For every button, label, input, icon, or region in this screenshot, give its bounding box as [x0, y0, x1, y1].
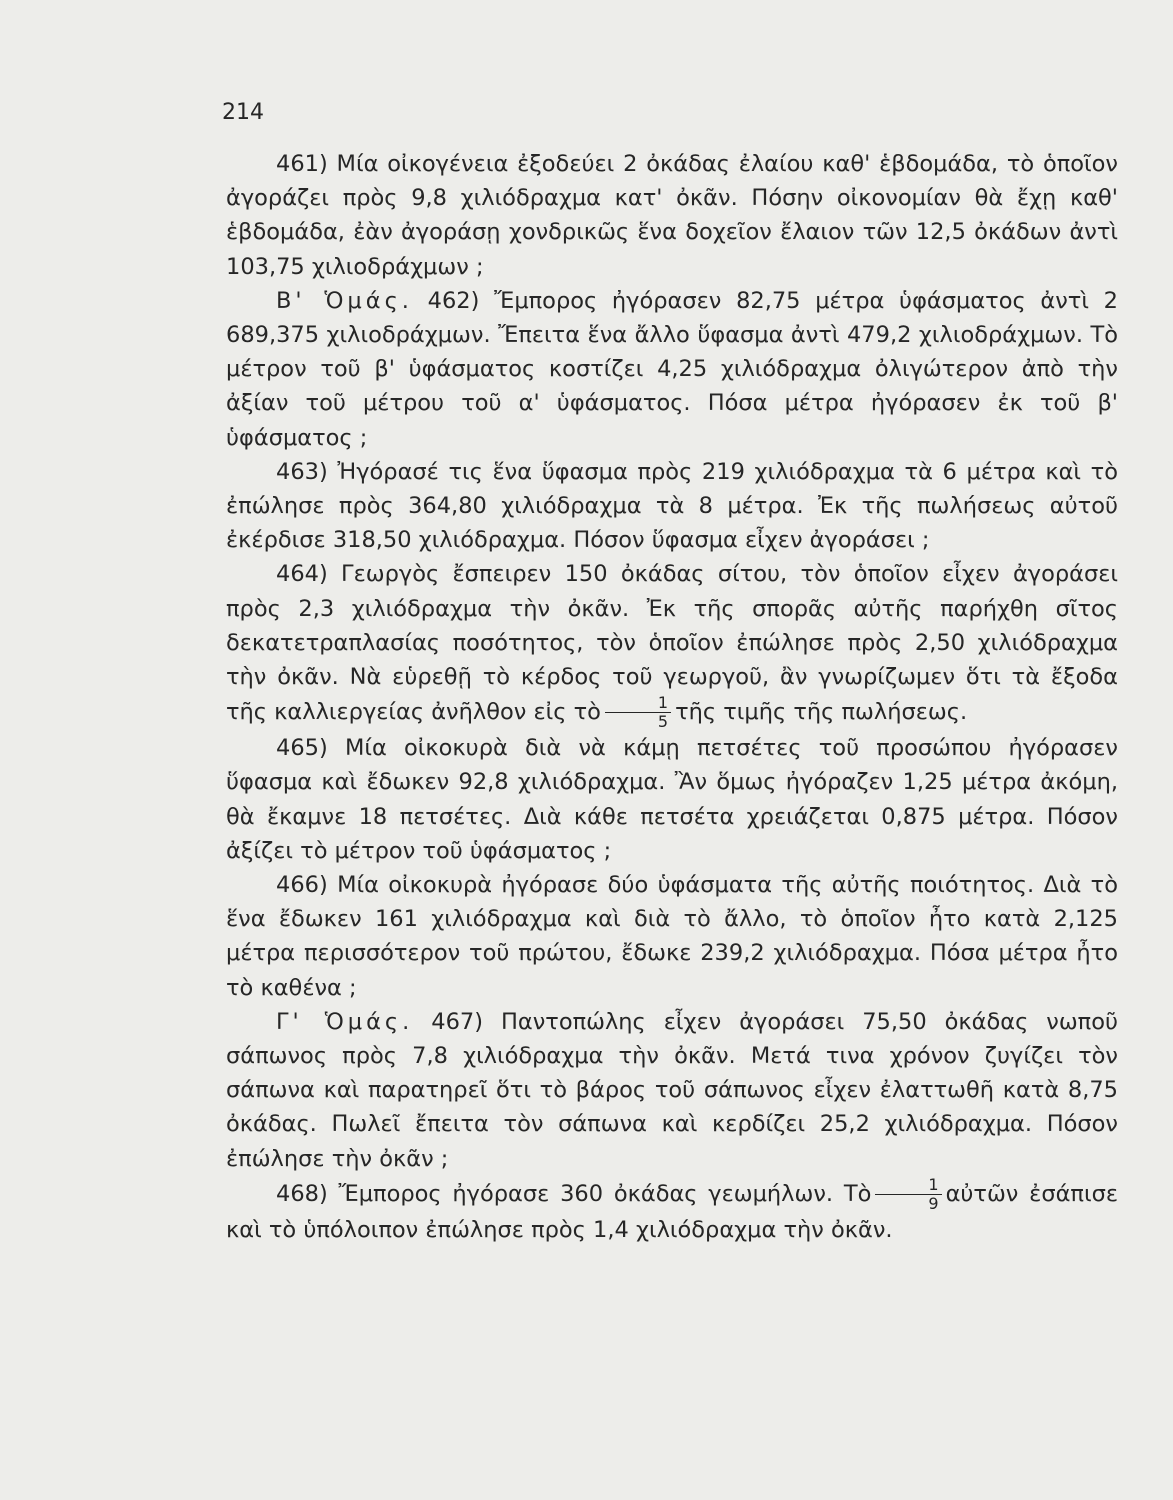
fraction-one-ninth: [875, 1176, 941, 1213]
problem-464-text: 464) Γεωργὸς ἔσπειρεν 150 ὀκάδας σίτου, τὸν ὁποῖον εἶχεν ἀγοράσει πρὸς 2,3 χιλιόδραχμα τὴν ὀκᾶν. Ἐκ τῆς σπορᾶς αὐτῆς παρήχθη σῖτος δεκατετραπλασίας ποσότητος, τὸν ὁποῖον ἐπώλησε πρὸς 2,50 χιλιόδραχμα τὴν ὀκᾶν. Νὰ εὑρεθῇ τὸ κέρδος τοῦ γεωργοῦ, ἂν γνωρίζωμεν ὅτι τὰ ἔξοδα τῆς καλλιεργείας ἀνῆλθον εἰς τὸ: [226, 561, 1118, 726]
problem-462-text: 462) Ἔμπορος ἠγόρασεν 82,75 μέτρα ὑφάσματος ἀντὶ 2 689,375 χιλιοδράχμων. Ἔπειτα ἕνα ἄλλο ὕφασμα ἀντὶ 479,2 χιλιοδράχμων. Τὸ μέτρον τοῦ β' ὑφάσματος κοστίζει 4,25 χιλιόδραχμα ὀλιγώτερον ἀπὸ τὴν ἀξίαν τοῦ μέτρου τοῦ α' ὑφάσματος. Πόσα μέτρα ἠγόρασεν ἐκ τοῦ β' ὑφάσματος ;: [226, 287, 1118, 451]
group-c-label: Γ' Ὁμάς.: [276, 1008, 414, 1035]
problem-462: [226, 284, 1118, 455]
problem-467: [226, 1005, 1118, 1176]
problem-467-text: 467) Παντοπώλης εἶχεν ἀγοράσει 75,50 ὀκάδας νωποῦ σάπωνος πρὸς 7,8 χιλιόδραχμα τὴν ὀκᾶν. Μετά τινα χρόνον ζυγίζει τὸν σάπωνα καὶ παρατηρεῖ ὅτι τὸ βάρος τοῦ σάπωνος εἶχεν ἐλαττωθῆ κατὰ 8,75 ὀκάδας. Πωλεῖ ἔπειτα τὸν σάπωνα καὶ κερδίζει 25,2 χιλιόδραχμα. Πόσον ἐπώλησε τὴν ὀκᾶν ;: [226, 1008, 1118, 1172]
problem-465: 465) Μία οἰκοκυρὰ διὰ νὰ κάμῃ πετσέτες τοῦ προσώπου ἠγόρασεν ὕφασμα καὶ ἔδωκεν 92,8 χιλιόδραχμα. Ἂν ὅμως ἠγόραζεν 1,25 μέτρα ἀκόμη, θὰ ἔκαμνε 18 πετσέτες. Διὰ κάθε πετσέτα χρειάζεται 0,875 μέτρα. Πόσον ἀξίζει τὸ μέτρον τοῦ ὑφάσματος ;: [226, 735, 1118, 864]
problems-text: [226, 147, 1118, 1247]
group-b-label: Β' Ὁμάς.: [276, 287, 413, 314]
problem-468-text: 468) Ἔμπορος ἠγόρασε 360 ὀκάδας γεωμήλων. Τὸ: [276, 1180, 872, 1207]
fraction-numerator: 1: [605, 694, 671, 713]
fraction-denominator: 5: [657, 712, 669, 732]
problem-463: 463) Ἠγόρασέ τις ἕνα ὕφασμα πρὸς 219 χιλιόδραχμα τὰ 6 μέτρα καὶ τὸ ἐπώλησε πρὸς 364,80 χιλιόδραχμα τὰ 8 μέτρα. Ἐκ τῆς πωλήσεως αὐτοῦ ἐκέρδισε 318,50 χιλιόδραχμα. Πόσον ὕφασμα εἶχεν ἀγοράσει ;: [226, 458, 1118, 554]
problem-468-text-end: αὐτῶν ἐσάπισε καὶ τὸ ὑπόλοιπον ἐπώλησε πρὸς 1,4 χιλιόδραχμα τὴν ὀκᾶν.: [226, 1180, 1119, 1243]
page-number: 214: [222, 100, 264, 125]
fraction-one-fifth: [605, 694, 671, 731]
problem-464: [226, 557, 1118, 731]
problem-468: [226, 1176, 1118, 1247]
fraction-denominator: 9: [928, 1193, 939, 1213]
problem-466: 466) Μία οἰκοκυρὰ ἠγόρασε δύο ὑφάσματα τῆς αὐτῆς ποιότητος. Διὰ τὸ ἕνα ἔδωκεν 161 χιλιόδραχμα καὶ διὰ τὸ ἄλλο, τὸ ὁποῖον ἦτο κατὰ 2,125 μέτρα περισσότερον τοῦ πρώτου, ἔδωκε 239,2 χιλιόδραχμα. Πόσα μέτρα ἦτο τὸ καθένα ;: [226, 872, 1118, 1001]
fraction-numerator: 1: [875, 1176, 941, 1195]
problem-464-text-end: τῆς τιμῆς τῆς πωλήσεως.: [675, 699, 968, 726]
problem-461: 461) Μία οἰκογένεια ἐξοδεύει 2 ὀκάδας ἐλαίου καθ' ἑβδομάδα, τὸ ὁποῖον ἀγοράζει πρὸς 9,8 χιλιόδραχμα κατ' ὀκᾶν. Πόσην οἰκονομίαν θὰ ἔχῃ καθ' ἑβδομάδα, ἐὰν ἀγοράσῃ χονδρικῶς ἕνα δοχεῖον ἔλαιον τῶν 12,5 ὀκάδων ἀντὶ 103,75 χιλιοδράχμων ;: [226, 151, 1118, 280]
